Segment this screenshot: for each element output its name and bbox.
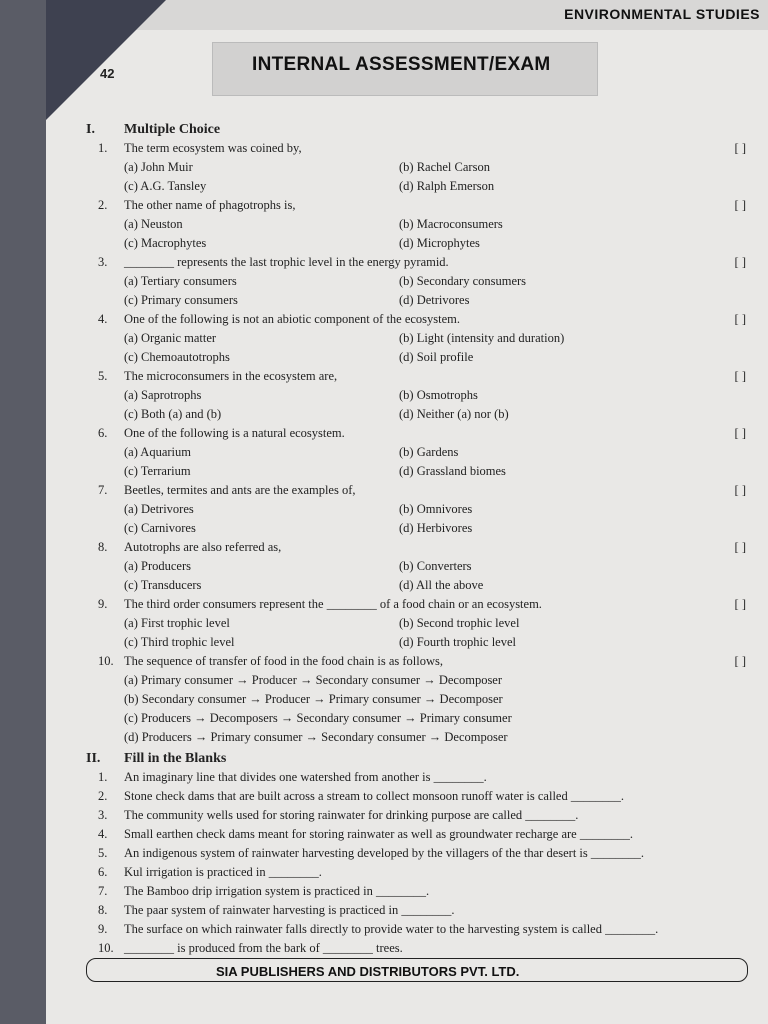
item-text: Stone check dams that are built across a stream to collect monsoon runoff water is called ________.	[124, 789, 624, 803]
page-number: 42	[100, 66, 115, 81]
answer-bracket: [ ]	[734, 597, 746, 611]
question-number: 7.	[98, 483, 108, 497]
question-6-options	[86, 443, 726, 481]
option-b: (b) Converters	[399, 559, 472, 573]
answer-bracket: [ ]	[734, 654, 746, 668]
answer-bracket: [ ]	[734, 483, 746, 497]
item-number: 4.	[98, 827, 108, 841]
item-text: ________ is produced from the bark of ________ trees.	[124, 941, 403, 955]
question-9-options	[86, 614, 726, 652]
section-heading-fill	[86, 749, 726, 768]
question-number: 8.	[98, 540, 108, 554]
option-a: (a) First trophic level	[124, 616, 230, 630]
question-text: ________ represents the last trophic level in the energy pyramid.	[124, 255, 449, 269]
option-a: (a) Neuston	[124, 217, 183, 231]
question-text: The sequence of transfer of food in the food chain is as follows,	[124, 654, 444, 668]
question-number: 5.	[98, 369, 108, 383]
question-7	[86, 481, 746, 500]
blank-item-3	[86, 806, 726, 825]
answer-bracket: [ ]	[734, 540, 746, 554]
option-d: (d) Soil profile	[399, 350, 474, 364]
question-text: One of the following is a natural ecosystem.	[124, 426, 345, 440]
page-corner-shadow	[46, 0, 166, 120]
option-b: (b) Macroconsumers	[399, 217, 503, 231]
question-10	[86, 652, 746, 671]
answer-bracket: [ ]	[734, 426, 746, 440]
option-d: (d) Ralph Emerson	[399, 179, 495, 193]
option-b: (b) Light (intensity and duration)	[399, 331, 565, 345]
option-a: (a) John Muir	[124, 160, 193, 174]
question-3-options	[86, 272, 726, 310]
option-a: (a) Detrivores	[124, 502, 194, 516]
blank-item-1	[86, 768, 726, 787]
blank-item-9	[86, 920, 726, 939]
option-a: (a) Tertiary consumers	[124, 274, 237, 288]
item-text: The paar system of rainwater harvesting is practiced in ________.	[124, 903, 455, 917]
mcq-list	[86, 139, 746, 652]
item-text: The surface on which rainwater falls directly to provide water to the harvesting system is called ________.	[124, 922, 659, 936]
option-b: (b) Osmotrophs	[399, 388, 478, 402]
option-b: (b) Rachel Carson	[399, 160, 490, 174]
blank-item-2	[86, 787, 726, 806]
option-d: (d) Neither (a) nor (b)	[399, 407, 509, 421]
blank-item-8	[86, 901, 726, 920]
option-b: (b) Secondary consumer → Producer → Primary consumer → Decomposer	[124, 692, 503, 706]
option-d: (d) All the above	[399, 578, 484, 592]
page-title: INTERNAL ASSESSMENT/EXAM	[252, 54, 551, 75]
section-roman: II.	[86, 751, 101, 766]
question-10-options	[86, 671, 726, 747]
item-number: 3.	[98, 808, 108, 822]
option-b: (b) Gardens	[399, 445, 459, 459]
blank-item-7	[86, 882, 726, 901]
textbook-page	[46, 0, 768, 1024]
question-9	[86, 595, 746, 614]
question-number: 2.	[98, 198, 108, 212]
publisher-footer: SIA PUBLISHERS AND DISTRIBUTORS PVT. LTD.	[216, 964, 520, 979]
option-c: (c) A.G. Tansley	[124, 179, 207, 193]
option-a: (a) Saprotrophs	[124, 388, 202, 402]
option-d: (d) Microphytes	[399, 236, 480, 250]
answer-bracket: [ ]	[734, 312, 746, 326]
option-c: (c) Macrophytes	[124, 236, 207, 250]
option-c: (c) Terrarium	[124, 464, 191, 478]
item-text: Kul irrigation is practiced in ________.	[124, 865, 322, 879]
option-c: (c) Both (a) and (b)	[124, 407, 222, 421]
blank-item-4	[86, 825, 726, 844]
question-text: The third order consumers represent the ________ of a food chain or an ecosystem.	[124, 597, 542, 611]
option-d: (d) Detrivores	[399, 293, 470, 307]
option-a: (a) Primary consumer → Producer → Secondary consumer → Decomposer	[124, 673, 503, 687]
item-number: 7.	[98, 884, 108, 898]
question-1-options	[86, 158, 726, 196]
question-4	[86, 310, 746, 329]
question-2-options	[86, 215, 726, 253]
option-d: (d) Herbivores	[399, 521, 473, 535]
question-number: 6.	[98, 426, 108, 440]
answer-bracket: [ ]	[734, 141, 746, 155]
option-a: (a) Organic matter	[124, 331, 217, 345]
item-text: The Bamboo drip irrigation system is practiced in ________.	[124, 884, 430, 898]
item-number: 2.	[98, 789, 108, 803]
question-text: The other name of phagotrophs is,	[124, 198, 296, 212]
question-number: 4.	[98, 312, 108, 326]
section-title: Multiple Choice	[124, 122, 221, 137]
question-text: Beetles, termites and ants are the examples of,	[124, 483, 356, 497]
option-b: (b) Second trophic level	[399, 616, 520, 630]
item-number: 9.	[98, 922, 108, 936]
option-c: (c) Primary consumers	[124, 293, 238, 307]
item-number: 1.	[98, 770, 108, 784]
item-number: 10.	[98, 941, 114, 955]
item-number: 8.	[98, 903, 108, 917]
question-6	[86, 424, 746, 443]
blank-item-5	[86, 844, 726, 863]
section-heading-mcq	[86, 120, 726, 139]
option-c: (c) Third trophic level	[124, 635, 235, 649]
option-a: (a) Aquarium	[124, 445, 191, 459]
question-4-options	[86, 329, 726, 367]
question-text: One of the following is not an abiotic component of the ecosystem.	[124, 312, 461, 326]
option-d: (d) Fourth trophic level	[399, 635, 516, 649]
fill-blanks-list	[86, 768, 726, 958]
option-c: (c) Chemoautotrophs	[124, 350, 230, 364]
running-header: ENVIRONMENTAL STUDIES	[564, 6, 760, 22]
answer-bracket: [ ]	[734, 369, 746, 383]
question-number: 1.	[98, 141, 108, 155]
blank-item-10	[86, 939, 726, 958]
option-d: (d) Producers → Primary consumer → Secondary consumer → Decomposer	[124, 730, 508, 744]
question-3	[86, 253, 746, 272]
exam-content	[86, 118, 746, 958]
item-text: An imaginary line that divides one watershed from another is ________.	[124, 770, 487, 784]
blank-item-6	[86, 863, 726, 882]
question-number: 9.	[98, 597, 108, 611]
question-1	[86, 139, 746, 158]
question-8-options	[86, 557, 726, 595]
item-text: An indigenous system of rainwater harvesting developed by the villagers of the thar desert is ________.	[124, 846, 645, 860]
option-c: (c) Carnivores	[124, 521, 196, 535]
item-number: 6.	[98, 865, 108, 879]
option-a: (a) Producers	[124, 559, 191, 573]
question-7-options	[86, 500, 726, 538]
section-title: Fill in the Blanks	[124, 751, 227, 766]
question-text: The microconsumers in the ecosystem are,	[124, 369, 338, 383]
question-number: 3.	[98, 255, 108, 269]
question-2	[86, 196, 746, 215]
item-text: Small earthen check dams meant for storing rainwater as well as groundwater recharge are ________.	[124, 827, 633, 841]
option-b: (b) Omnivores	[399, 502, 473, 516]
question-text: The term ecosystem was coined by,	[124, 141, 302, 155]
question-5-options	[86, 386, 726, 424]
option-b: (b) Secondary consumers	[399, 274, 527, 288]
question-text: Autotrophs are also referred as,	[124, 540, 282, 554]
question-number: 10.	[98, 654, 114, 668]
section-roman: I.	[86, 122, 95, 137]
answer-bracket: [ ]	[734, 255, 746, 269]
option-c: (c) Transducers	[124, 578, 202, 592]
question-8	[86, 538, 746, 557]
item-text: The community wells used for storing rainwater for drinking purpose are called ________.	[124, 808, 579, 822]
item-number: 5.	[98, 846, 108, 860]
question-5	[86, 367, 746, 386]
option-c: (c) Producers → Decomposers → Secondary consumer → Primary consumer	[124, 711, 512, 725]
answer-bracket: [ ]	[734, 198, 746, 212]
option-d: (d) Grassland biomes	[399, 464, 506, 478]
